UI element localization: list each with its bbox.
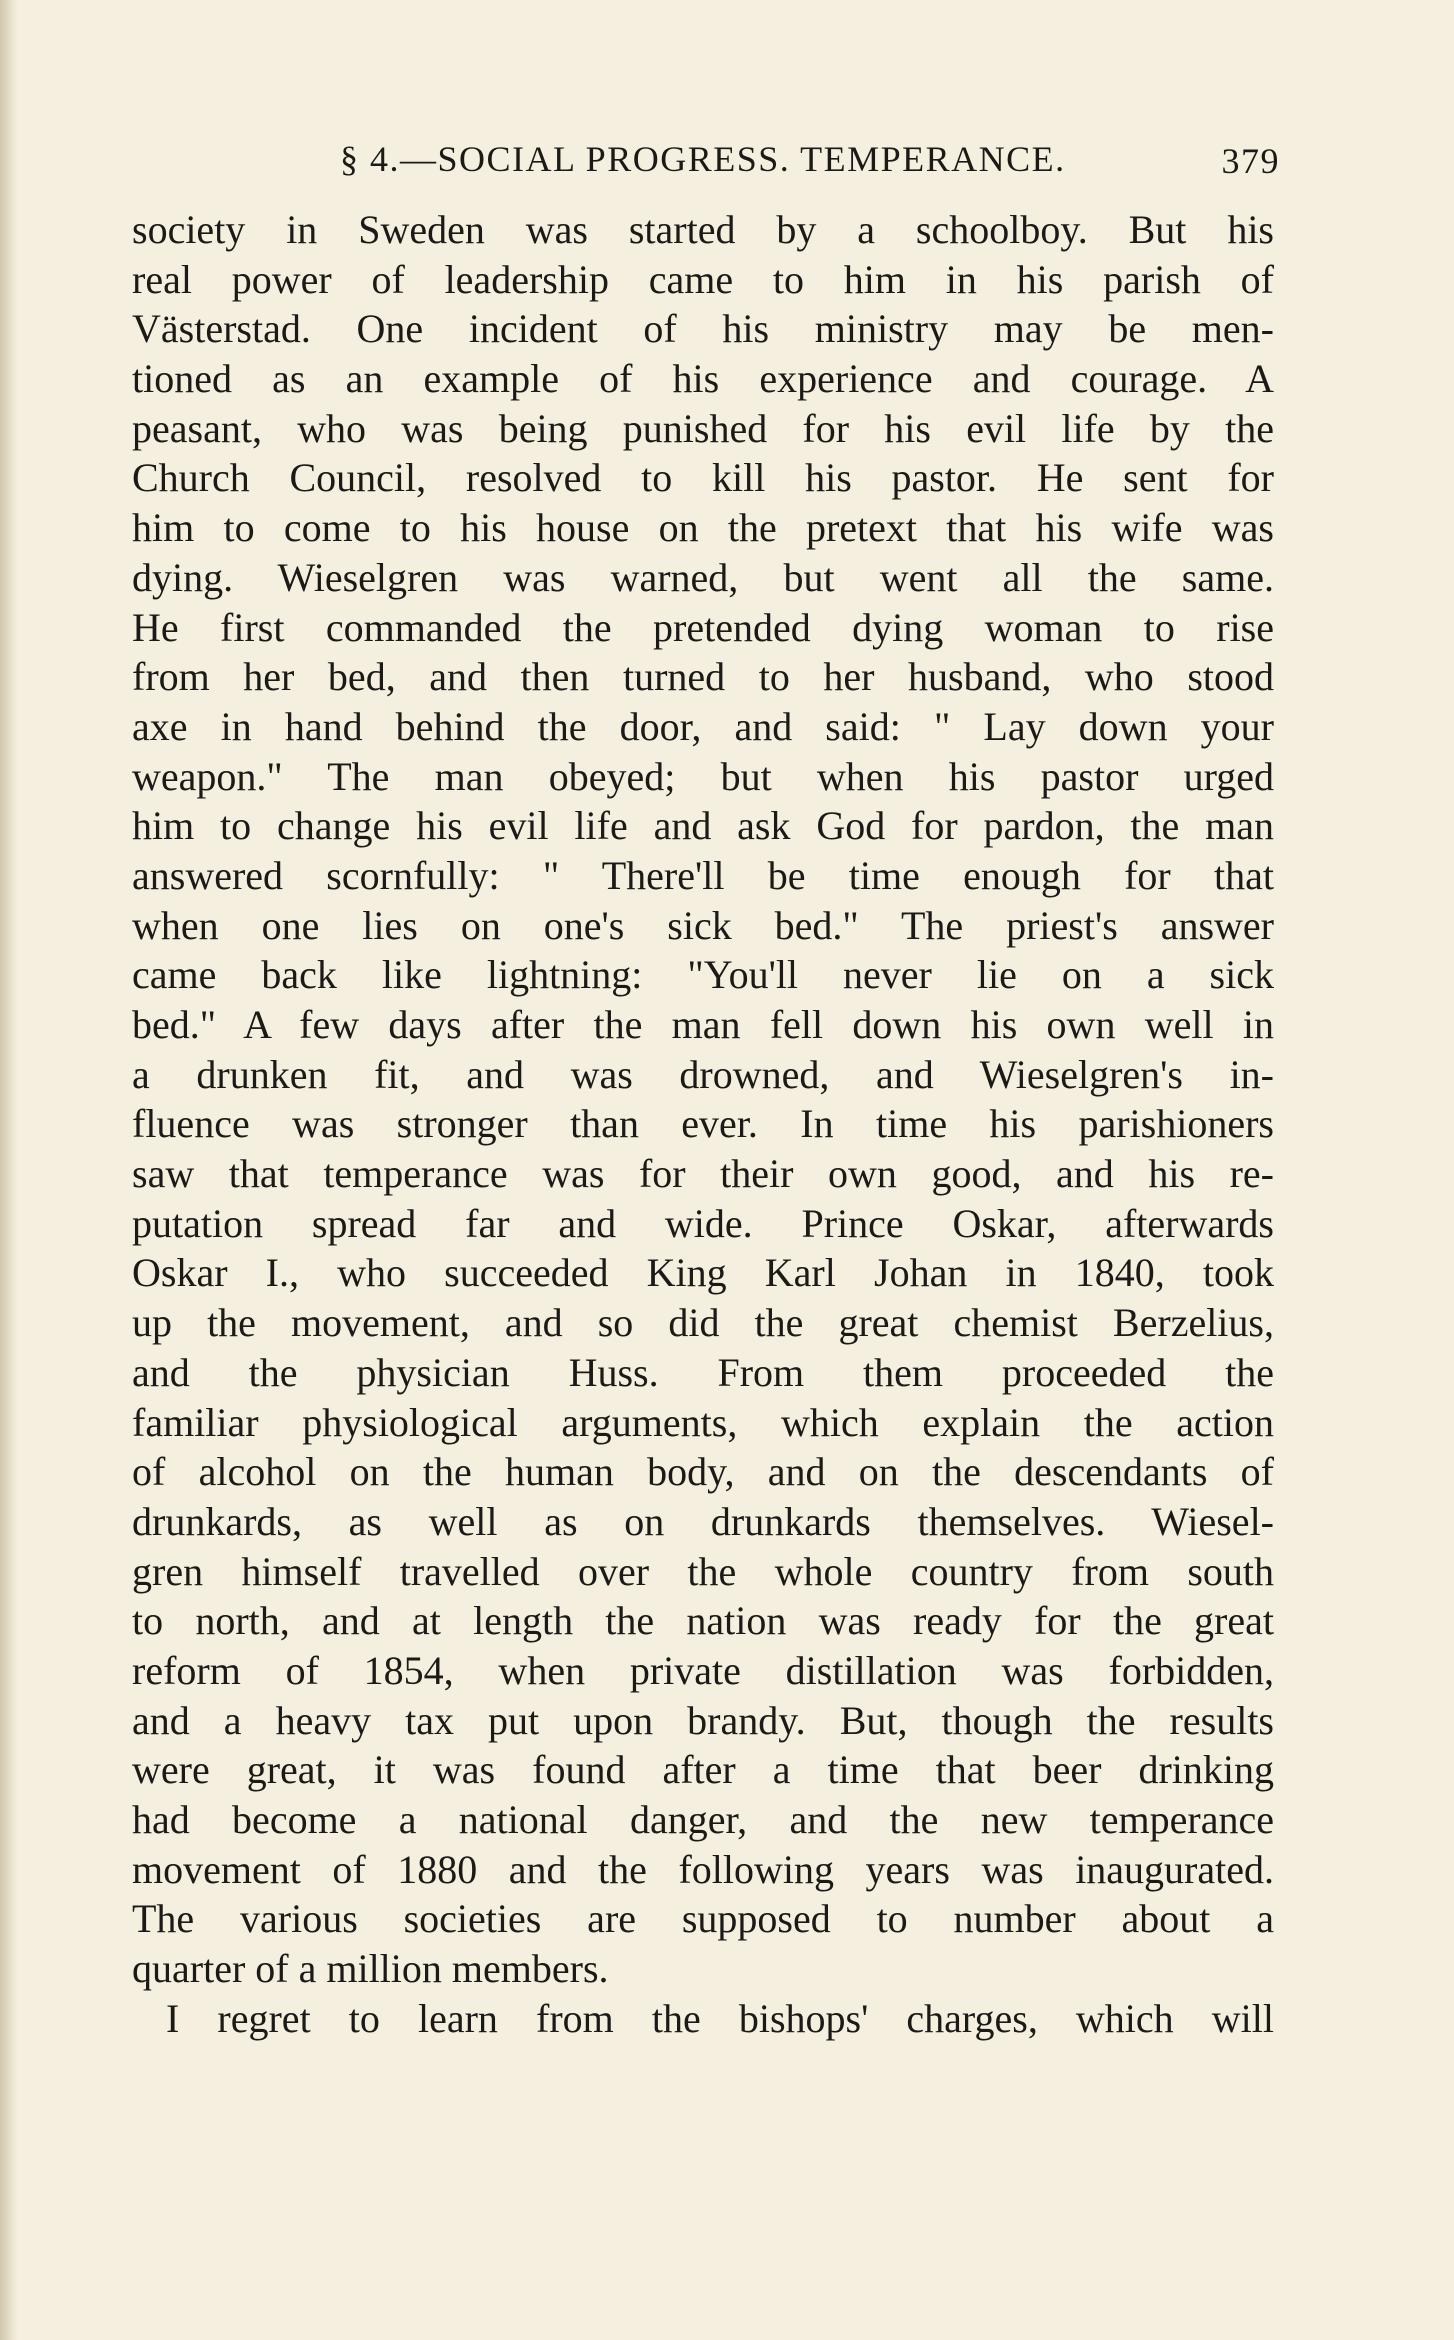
text-line: movement of 1880 and the following years was inaugurated. xyxy=(132,1846,1274,1892)
text-line: fluence was stronger than ever. In time his parishioners xyxy=(132,1101,1274,1147)
text-line: saw that temperance was for their own good, and his re- xyxy=(132,1151,1274,1197)
text-line: were great, it was found after a time that beer drinking xyxy=(132,1747,1274,1793)
text-line: tioned as an example of his experience and courage. A xyxy=(132,356,1274,402)
text-line: from her bed, and then turned to her husband, who stood xyxy=(132,654,1274,700)
text-line: when one lies on one's sick bed." The priest's answer xyxy=(132,902,1274,948)
text-line: bed." A few days after the man fell down his own well in xyxy=(132,1002,1274,1047)
text-line: He first commanded the pretended dying woman to rise xyxy=(132,604,1274,650)
text-line: and a heavy tax put upon brandy. But, though the results xyxy=(132,1697,1274,1743)
binding-gutter xyxy=(0,0,18,2340)
text-line: axe in hand behind the door, and said: " Lay down your xyxy=(132,703,1274,749)
text-line: familiar physiological arguments, which explain the action xyxy=(132,1399,1274,1445)
text-line: drunkards, as well as on drunkards themselves. Wiesel- xyxy=(132,1498,1274,1544)
text-line: had become a national danger, and the new temperance xyxy=(132,1797,1274,1842)
text-line: of alcohol on the human body, and on the descendants of xyxy=(132,1449,1274,1495)
running-header-title: § 4.—SOCIAL PROGRESS. TEMPERANCE. xyxy=(340,139,1066,179)
text-line: to north, and at length the nation was ready for the great xyxy=(132,1598,1274,1644)
text-line: him to change his evil life and ask God for pardon, the man xyxy=(132,803,1274,849)
text-line: The various societies are supposed to number about a xyxy=(132,1896,1274,1942)
text-line: dying. Wieselgren was warned, but went all the same. xyxy=(132,554,1274,600)
text-line: up the movement, and so did the great chemist Berzelius, xyxy=(132,1300,1274,1346)
text-line: weapon." The man obeyed; but when his pastor urged xyxy=(132,753,1274,799)
text-line: a drunken fit, and was drowned, and Wieselgren's in- xyxy=(132,1051,1274,1097)
text-line: society in Sweden was started by a schoolboy. But his xyxy=(132,207,1274,252)
text-line: gren himself travelled over the whole country from south xyxy=(132,1548,1274,1594)
text-line: Oskar I., who succeeded King Karl Johan in 1840, took xyxy=(132,1250,1274,1296)
text-line: him to come to his house on the pretext that his wife was xyxy=(132,505,1274,551)
text-line: Västerstad. One incident of his ministry may be men- xyxy=(132,306,1274,352)
text-line: real power of leadership came to him in his parish of xyxy=(132,256,1274,302)
running-header xyxy=(340,138,1280,188)
text-line: Church Council, resolved to kill his pastor. He sent for xyxy=(132,455,1274,501)
paragraph-end-line: quarter of a million members. xyxy=(132,1946,609,1992)
text-line: reform of 1854, when private distillation was forbidden, xyxy=(132,1647,1274,1693)
text-line: came back like lightning: "You'll never lie on a sick xyxy=(132,952,1274,998)
text-line: answered scornfully: " There'll be time enough for that xyxy=(132,852,1274,898)
text-line: putation spread far and wide. Prince Oskar, afterwards xyxy=(132,1200,1274,1246)
text-line: and the physician Huss. From them proceeded the xyxy=(132,1349,1274,1395)
paragraph-start-line: I regret to learn from the bishops' charges, which will xyxy=(166,1995,1274,2041)
text-line: peasant, who was being punished for his evil life by the xyxy=(132,405,1274,451)
page-number: 379 xyxy=(1221,141,1280,181)
body-text xyxy=(132,205,1274,2043)
